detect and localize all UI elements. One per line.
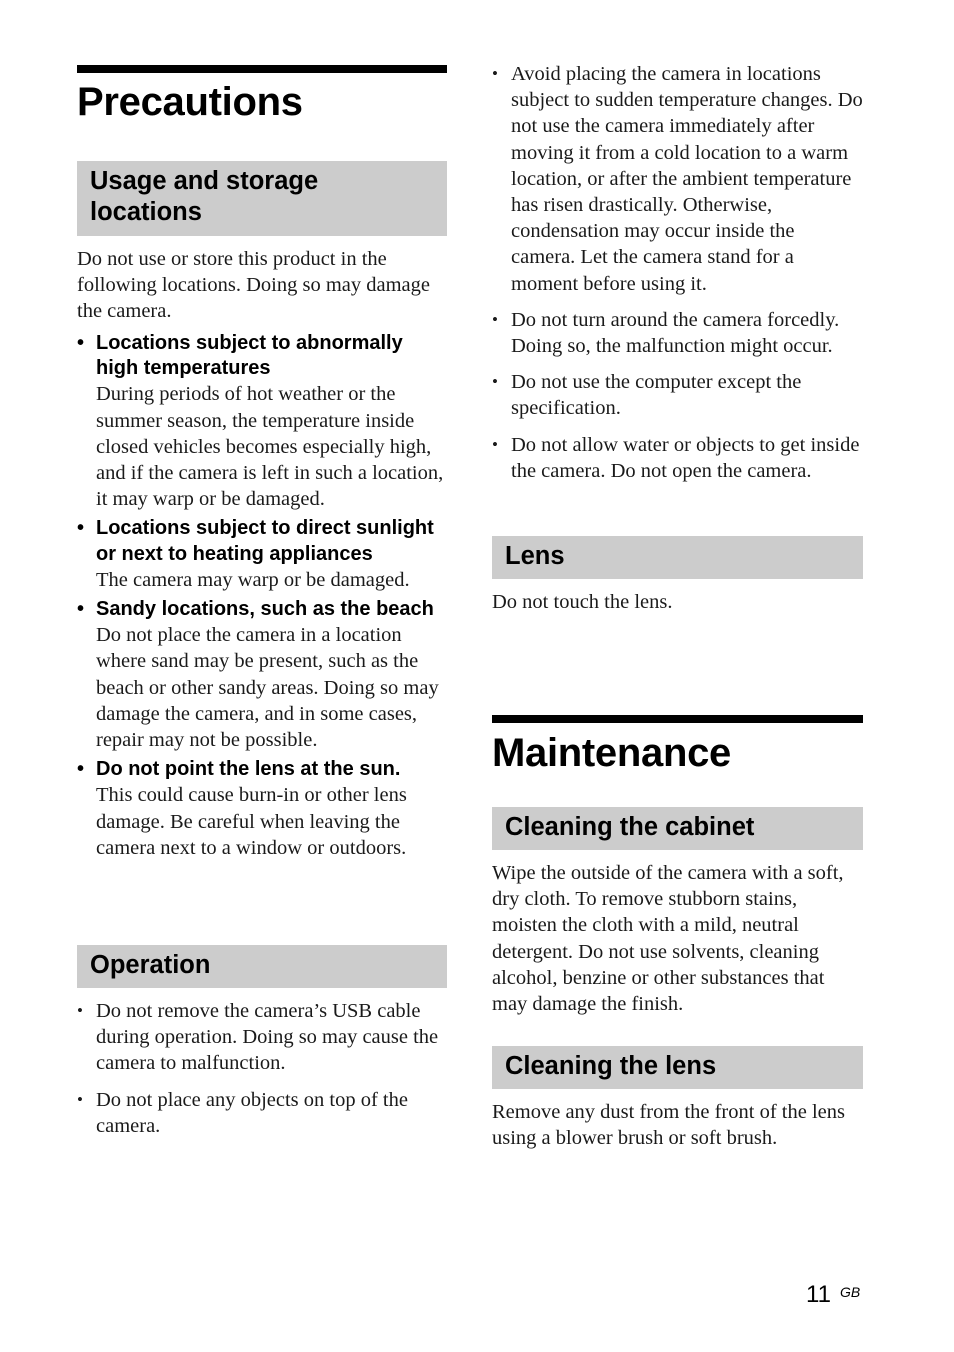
heading-cleaning-cabinet: Cleaning the cabinet	[492, 807, 863, 850]
operation-list-left	[77, 998, 447, 1139]
section-rule	[492, 715, 863, 723]
lens-text: Do not touch the lens.	[492, 591, 673, 613]
list-item: • Do not turn around the camera forcedly. Doing so, the malfunction might occur.	[492, 308, 840, 358]
section-rule	[77, 65, 447, 73]
page-title-maintenance: Maintenance	[492, 731, 731, 775]
list-item: • Do not allow water or objects to get inside the camera. Do not open the camera.	[492, 433, 860, 482]
usage-intro: Do not use or store this product in the following locations. Doing so may damage the camera.	[77, 248, 430, 323]
list-item: • Do not point the lens at the sun. This could cause burn-in or other lens damage. Be careful when leaving the camera next to a window or outdoors.	[77, 758, 407, 859]
list-item: • Locations subject to direct sunlight or next to heating appliances The camera may warp or be damaged.	[77, 517, 434, 591]
page-region-code: GB	[840, 1284, 861, 1300]
usage-list	[77, 331, 447, 861]
cabinet-text: Wipe the outside of the camera with a soft, dry cloth. To remove stubborn stains, moisten the cloth with a mild, neutral detergent. Do not use solvents, cleaning alcohol, benzine or other substances that may damage the finish.	[492, 862, 844, 1016]
page-number: 11	[806, 1281, 831, 1308]
heading-cleaning-lens: Cleaning the lens	[492, 1046, 863, 1089]
heading-usage-storage: Usage and storage locations	[77, 161, 447, 236]
list-item: • Avoid placing the camera in locations subject to sudden temperature changes. Do not use the camera immediately after moving it from a cold location to a warm location, or after the ambient temperature has risen drastically. Otherwise, condensation may occur inside the camera. Let the camera stand for a moment before using it.	[492, 63, 863, 295]
heading-operation: Operation	[77, 945, 447, 988]
operation-list-right	[492, 61, 863, 484]
heading-lens: Lens	[492, 536, 863, 579]
list-item: • Do not place any objects on top of the camera.	[77, 1088, 408, 1137]
list-item: • Do not use the computer except the specification.	[492, 371, 802, 420]
list-item: • Sandy locations, such as the beach Do not place the camera in a location where sand may be present, such as the beach or other sandy areas. Doing so may damage the camera, and in some cases, repair may not be possible.	[77, 598, 439, 752]
page-title-precautions: Precautions	[77, 80, 303, 124]
list-item: • Locations subject to abnormally high temperatures During periods of hot weather or the summer season, the temperature inside closed vehicles becomes especially high, and if the camera is left in such a location, it may warp or be damaged.	[77, 332, 444, 511]
list-item: • Do not remove the camera’s USB cable during operation. Doing so may cause the camera to malfunction.	[77, 1000, 439, 1075]
cleaning-lens-text: Remove any dust from the front of the lens using a blower brush or soft brush.	[492, 1101, 845, 1150]
